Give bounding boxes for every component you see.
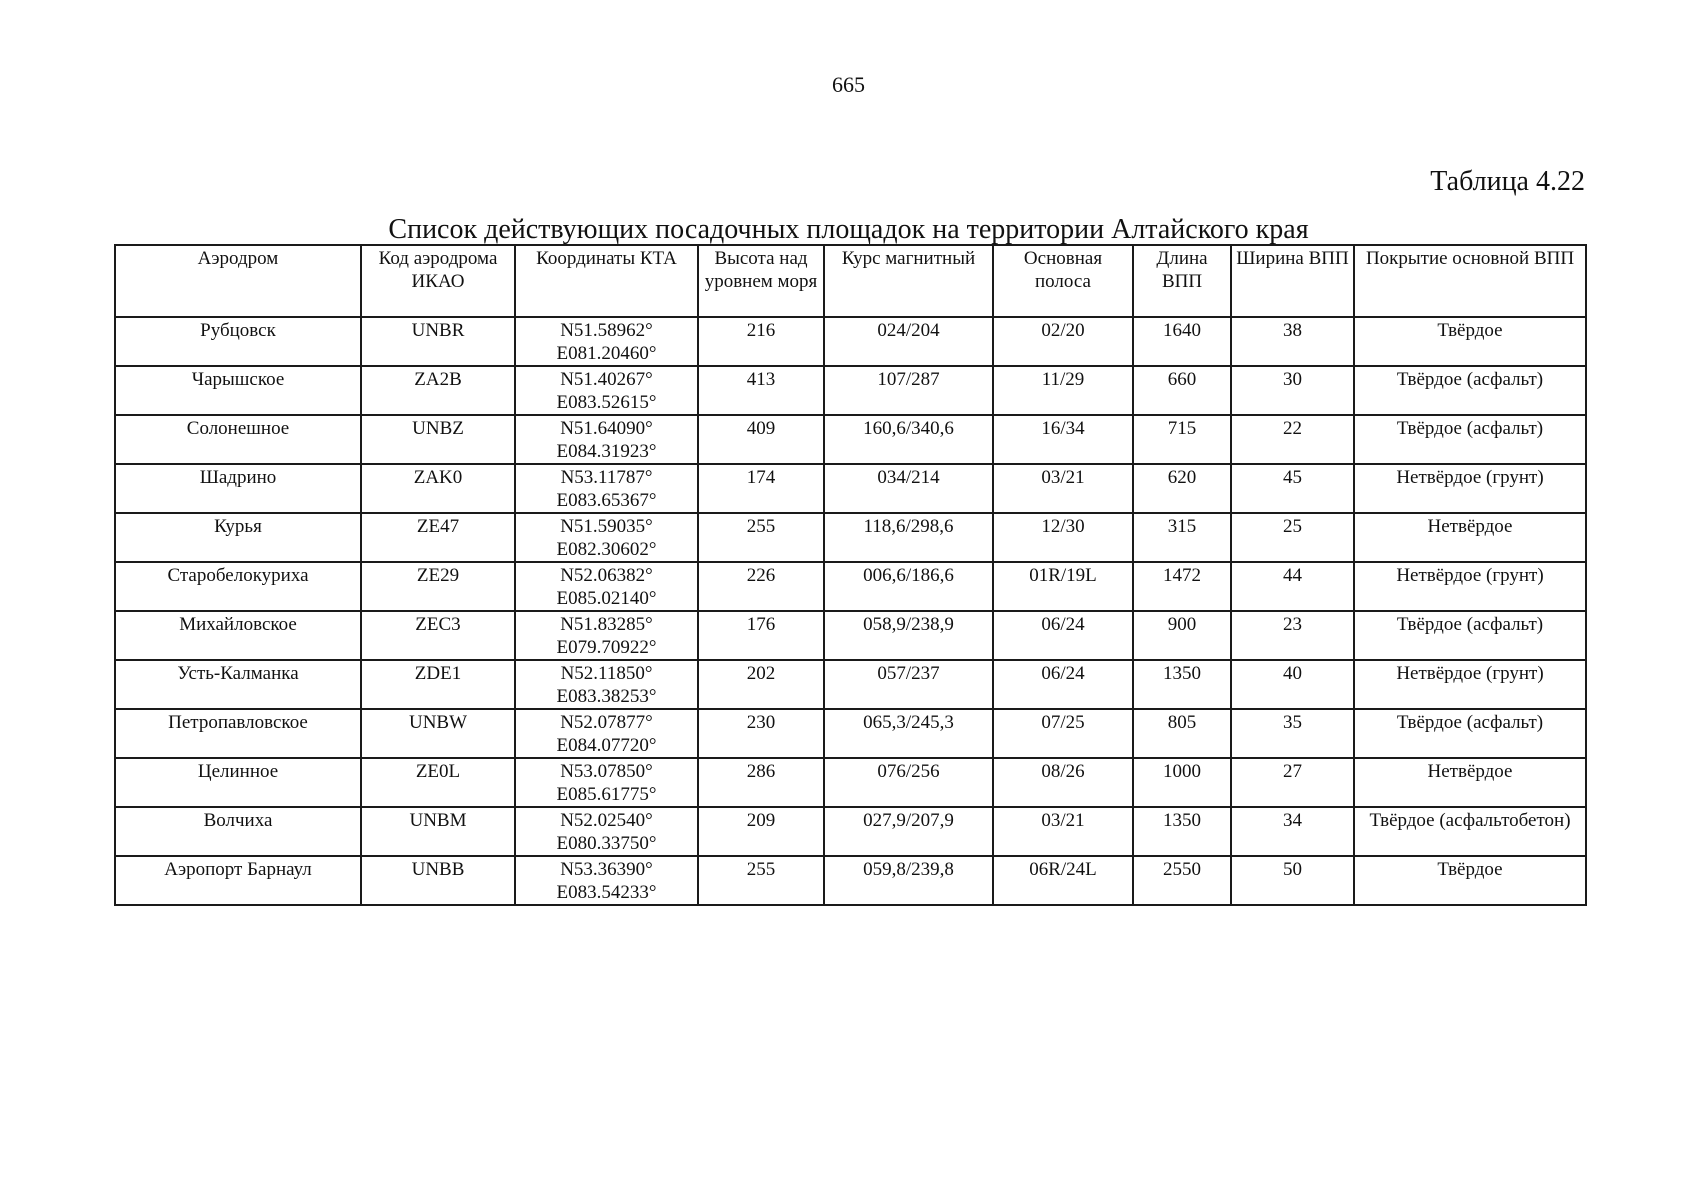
longitude: E082.30602° — [556, 539, 657, 560]
table-body — [115, 317, 1586, 905]
cell-runway-width: 50 — [1231, 856, 1354, 905]
cell-runway-width: 35 — [1231, 709, 1354, 758]
cell-icao-code: ZAK0 — [361, 464, 515, 513]
cell-main-runway: 06/24 — [993, 660, 1133, 709]
table-row — [115, 807, 1586, 856]
cell-elevation: 230 — [698, 709, 824, 758]
cell-coordinates — [515, 513, 698, 562]
cell-main-runway: 07/25 — [993, 709, 1133, 758]
cell-runway-width: 23 — [1231, 611, 1354, 660]
cell-airfield: Курья — [115, 513, 361, 562]
table-row — [115, 856, 1586, 905]
cell-coordinates — [515, 660, 698, 709]
latitude: N51.59035° — [560, 516, 653, 537]
cell-coordinates — [515, 709, 698, 758]
cell-magnetic-course: 057/237 — [824, 660, 993, 709]
latitude: N52.07877° — [560, 712, 653, 733]
cell-magnetic-course: 118,6/298,6 — [824, 513, 993, 562]
cell-runway-length: 715 — [1133, 415, 1231, 464]
longitude: E085.61775° — [556, 784, 657, 805]
cell-airfield: Петропавловское — [115, 709, 361, 758]
page-number: 665 — [832, 72, 865, 97]
latitude: N53.11787° — [560, 467, 653, 488]
cell-elevation: 413 — [698, 366, 824, 415]
cell-elevation: 255 — [698, 513, 824, 562]
table-row — [115, 513, 1586, 562]
cell-airfield: Усть-Калманка — [115, 660, 361, 709]
cell-runway-surface: Твёрдое (асфальт) — [1354, 366, 1586, 415]
cell-magnetic-course: 059,8/239,8 — [824, 856, 993, 905]
cell-magnetic-course: 006,6/186,6 — [824, 562, 993, 611]
header-main-runway: Основная полоса — [993, 245, 1133, 317]
cell-coordinates — [515, 856, 698, 905]
cell-icao-code: ZE47 — [361, 513, 515, 562]
cell-elevation: 286 — [698, 758, 824, 807]
cell-coordinates — [515, 317, 698, 366]
header-row — [115, 245, 1586, 317]
cell-airfield: Михайловское — [115, 611, 361, 660]
cell-runway-surface: Твёрдое (асфальт) — [1354, 415, 1586, 464]
cell-main-runway: 12/30 — [993, 513, 1133, 562]
latitude: N53.36390° — [560, 859, 653, 880]
latitude: N51.83285° — [560, 614, 653, 635]
cell-runway-width: 25 — [1231, 513, 1354, 562]
cell-coordinates — [515, 611, 698, 660]
latitude: N53.07850° — [560, 761, 653, 782]
table-row — [115, 464, 1586, 513]
cell-runway-length: 900 — [1133, 611, 1231, 660]
cell-runway-width: 44 — [1231, 562, 1354, 611]
table-row — [115, 660, 1586, 709]
cell-icao-code: UNBR — [361, 317, 515, 366]
longitude: E084.07720° — [556, 735, 657, 756]
cell-coordinates — [515, 415, 698, 464]
cell-coordinates — [515, 758, 698, 807]
cell-icao-code: UNBZ — [361, 415, 515, 464]
cell-runway-length: 1472 — [1133, 562, 1231, 611]
cell-runway-surface: Нетвёрдое (грунт) — [1354, 660, 1586, 709]
cell-icao-code: ZA2B — [361, 366, 515, 415]
cell-magnetic-course: 058,9/238,9 — [824, 611, 993, 660]
airfields-table — [114, 244, 1587, 906]
cell-runway-length: 1000 — [1133, 758, 1231, 807]
longitude: E081.20460° — [556, 343, 657, 364]
header-icao-code: Код аэродрома ИКАО — [361, 245, 515, 317]
cell-elevation: 174 — [698, 464, 824, 513]
cell-icao-code: ZDE1 — [361, 660, 515, 709]
cell-main-runway: 11/29 — [993, 366, 1133, 415]
cell-runway-width: 45 — [1231, 464, 1354, 513]
cell-magnetic-course: 160,6/340,6 — [824, 415, 993, 464]
cell-coordinates — [515, 807, 698, 856]
cell-airfield: Старобелокуриха — [115, 562, 361, 611]
cell-icao-code: UNBB — [361, 856, 515, 905]
cell-icao-code: ZE29 — [361, 562, 515, 611]
cell-magnetic-course: 034/214 — [824, 464, 993, 513]
table-row — [115, 758, 1586, 807]
cell-runway-length: 315 — [1133, 513, 1231, 562]
cell-elevation: 209 — [698, 807, 824, 856]
table-row — [115, 562, 1586, 611]
cell-runway-length: 2550 — [1133, 856, 1231, 905]
cell-main-runway: 03/21 — [993, 464, 1133, 513]
header-elevation: Высота над уровнем моря — [698, 245, 824, 317]
header-magnetic-course: Курс магнитный — [824, 245, 993, 317]
cell-magnetic-course: 107/287 — [824, 366, 993, 415]
cell-airfield: Волчиха — [115, 807, 361, 856]
cell-elevation: 202 — [698, 660, 824, 709]
table-row — [115, 611, 1586, 660]
header-runway-surface: Покрытие основной ВПП — [1354, 245, 1586, 317]
longitude: E079.70922° — [556, 637, 657, 658]
cell-main-runway: 08/26 — [993, 758, 1133, 807]
cell-main-runway: 06R/24L — [993, 856, 1133, 905]
latitude: N52.02540° — [560, 810, 653, 831]
longitude: E084.31923° — [556, 441, 657, 462]
cell-airfield: Рубцовск — [115, 317, 361, 366]
cell-airfield: Солонешное — [115, 415, 361, 464]
longitude: E083.65367° — [556, 490, 657, 511]
cell-runway-surface: Твёрдое (асфальт) — [1354, 709, 1586, 758]
cell-runway-surface: Нетвёрдое — [1354, 758, 1586, 807]
table-row — [115, 317, 1586, 366]
cell-runway-length: 1640 — [1133, 317, 1231, 366]
cell-airfield: Чарышское — [115, 366, 361, 415]
cell-icao-code: UNBM — [361, 807, 515, 856]
longitude: E085.02140° — [556, 588, 657, 609]
cell-main-runway: 16/34 — [993, 415, 1133, 464]
cell-magnetic-course: 027,9/207,9 — [824, 807, 993, 856]
longitude: E080.33750° — [556, 833, 657, 854]
cell-runway-surface: Твёрдое (асфальтобетон) — [1354, 807, 1586, 856]
cell-runway-length: 660 — [1133, 366, 1231, 415]
cell-main-runway: 02/20 — [993, 317, 1133, 366]
cell-runway-width: 40 — [1231, 660, 1354, 709]
cell-runway-length: 1350 — [1133, 807, 1231, 856]
cell-coordinates — [515, 366, 698, 415]
cell-runway-length: 805 — [1133, 709, 1231, 758]
table-header — [115, 245, 1586, 317]
cell-runway-width: 38 — [1231, 317, 1354, 366]
table-row — [115, 415, 1586, 464]
cell-runway-surface: Нетвёрдое — [1354, 513, 1586, 562]
cell-elevation: 409 — [698, 415, 824, 464]
cell-runway-width: 34 — [1231, 807, 1354, 856]
longitude: E083.52615° — [556, 392, 657, 413]
latitude: N51.64090° — [560, 418, 653, 439]
cell-main-runway: 03/21 — [993, 807, 1133, 856]
table-title: Список действующих посадочных площадок на территории Алтайского края — [388, 214, 1309, 245]
cell-runway-width: 30 — [1231, 366, 1354, 415]
cell-main-runway: 06/24 — [993, 611, 1133, 660]
table-row — [115, 366, 1586, 415]
cell-elevation: 216 — [698, 317, 824, 366]
cell-runway-surface: Нетвёрдое (грунт) — [1354, 464, 1586, 513]
cell-airfield: Шадрино — [115, 464, 361, 513]
longitude: E083.54233° — [556, 882, 657, 903]
cell-runway-width: 22 — [1231, 415, 1354, 464]
header-runway-width: Ширина ВПП — [1231, 245, 1354, 317]
cell-airfield: Аэропорт Барнаул — [115, 856, 361, 905]
header-coordinates: Координаты КТА — [515, 245, 698, 317]
cell-coordinates — [515, 562, 698, 611]
cell-magnetic-course: 065,3/245,3 — [824, 709, 993, 758]
cell-main-runway: 01R/19L — [993, 562, 1133, 611]
cell-runway-length: 1350 — [1133, 660, 1231, 709]
cell-elevation: 226 — [698, 562, 824, 611]
cell-runway-width: 27 — [1231, 758, 1354, 807]
cell-airfield: Целинное — [115, 758, 361, 807]
cell-icao-code: ZEC3 — [361, 611, 515, 660]
cell-coordinates — [515, 464, 698, 513]
cell-elevation: 255 — [698, 856, 824, 905]
cell-magnetic-course: 024/204 — [824, 317, 993, 366]
header-runway-length: Длина ВПП — [1133, 245, 1231, 317]
header-airfield: Аэродром — [115, 245, 361, 317]
longitude: E083.38253° — [556, 686, 657, 707]
cell-runway-surface: Твёрдое — [1354, 317, 1586, 366]
cell-icao-code: UNBW — [361, 709, 515, 758]
latitude: N52.11850° — [560, 663, 653, 684]
cell-runway-length: 620 — [1133, 464, 1231, 513]
cell-runway-surface: Твёрдое (асфальт) — [1354, 611, 1586, 660]
cell-magnetic-course: 076/256 — [824, 758, 993, 807]
cell-elevation: 176 — [698, 611, 824, 660]
cell-runway-surface: Нетвёрдое (грунт) — [1354, 562, 1586, 611]
cell-runway-surface: Твёрдое — [1354, 856, 1586, 905]
table-label: Таблица 4.22 — [1430, 166, 1585, 197]
table-row — [115, 709, 1586, 758]
latitude: N52.06382° — [560, 565, 653, 586]
latitude: N51.40267° — [560, 369, 653, 390]
cell-icao-code: ZE0L — [361, 758, 515, 807]
latitude: N51.58962° — [560, 320, 653, 341]
